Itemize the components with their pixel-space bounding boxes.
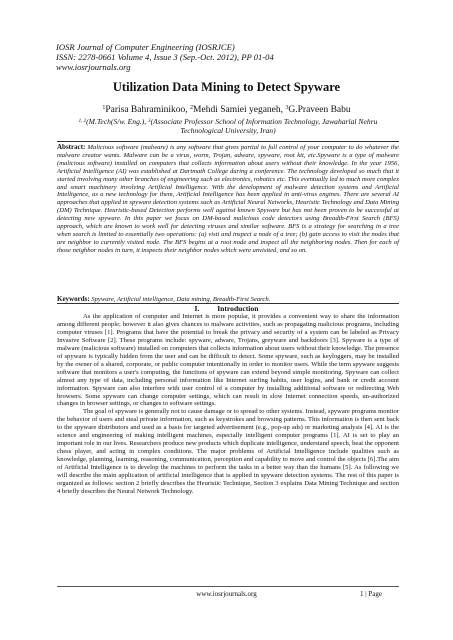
section-title: Introduction — [217, 304, 259, 313]
footer-url[interactable]: www.iosrjournals.org — [196, 590, 257, 598]
affiliation-sup-1: 1, 2 — [78, 119, 87, 124]
abstract-top-rule — [57, 141, 399, 142]
affiliation-text-1: (M.Tech(S/w. Eng.), — [86, 117, 149, 126]
journal-name: IOSR Journal of Computer Engineering (IOSRJCE) — [56, 42, 235, 52]
issn-line: ISSN: 2278-0661 Volume 4, Issue 3 (Sep.-Oct. 2012), PP 01-04 — [56, 52, 274, 62]
abstract-label: Abstract: — [57, 143, 86, 151]
section-heading — [0, 304, 453, 313]
author-3-sup: 3 — [285, 105, 289, 111]
author-2-sup: 2 — [190, 105, 194, 111]
section-body — [57, 313, 399, 496]
keywords-text: Spyware, Artificial intelligence, Data mining, Breadth-First Search. — [91, 296, 271, 303]
affiliation-text-2: (Associate Professor School of Information Technology, Jawaharlal Nehru Technological University, Iran) — [150, 117, 378, 135]
footer-page-number: 1 | Page — [360, 590, 383, 598]
paragraph-1: As the application of computer and Internet is more popular, it provides a convenient way to share the information among different people; however it also gives chances to malware activities, such as propagating malicious programs, including computer viruses [1]. Programs that have the potential to break the privacy and security of a system can be labeled as Privacy Invasive Software [2]. These programs include: spyware, adware, Trojans, greyware and backdoors [3]. Spyware is a type of malware (malicious software) installed on computers that collects information about users without their knowledge. The presence of spyware is typically hidden from the user and can be difficult to detect. Some spyware, such as keyloggers, may be installed by the owner of a shared, corporate, or public computer intentionally in order to monitor users. While the term spyware suggests software that monitors a user's computing, the functions of spyware can extend beyond simple monitoring. Spyware can collect almost any type of data, including personal information like Internet surfing habits, user logins, and bank or credit account information. Spyware can also interfere with user control of a computer by installing additional software or redirecting Web browsers. Some spyware can change computer settings, which can result in slow Internet connection speeds, un-authorized changes in browser settings, or changes to software settings. — [57, 313, 399, 408]
paper-title: Utilization Data Mining to Detect Spyware — [112, 80, 341, 94]
section-number: I. — [194, 304, 200, 313]
journal-header — [56, 42, 274, 72]
author-2-name: Mehdi Samiei yeganeh, — [193, 105, 286, 115]
author-1-name: Parisa Bahraminikoo, — [105, 105, 191, 115]
keywords-label: Keywords: — [57, 295, 90, 303]
affiliation — [78, 117, 378, 135]
abstract — [57, 144, 399, 255]
journal-website[interactable]: www.iosrjournals.org — [56, 62, 131, 72]
author-list — [0, 102, 453, 116]
footer-rule — [57, 586, 399, 587]
abstract-text: Malicious software (malware) is any software that gives partial to full control of your computer to do whatever the malware creator wants. Malware can be a virus, worm, Trojan, adware, spyware, root kit, etc.Spyware is a type of malware (malicious software) installed on computers that collects information about users without their knowledge. In the year 1956, Artificial Intelligence (AI) was established at Dartmath College during a conference. The technology developed so much that it started involving many other branches of engineering such as electronics, robotics etc. This eventually led to much more complex and smart machinery involving Artificial Intelligence. With the development of malware detection systems and Artificial Intelligence, as a new technology for them, Artificial Intelligence has been applied in anti-virus engines. There are several AI approaches that applied in spyware detection systems such as Artificial Neural Networks, Heuristic Technology and Data Mining (DM) Technique. Heuristic-based Detection performs well against known Spyware but has not been proven to be successful at detecting new spyware. In this paper we focus on DM-based malicious code detectors using Breadth-First Search (BFS) approach, which are known to work well for detecting viruses and similar software. BFS is a strategy for searching in a tree when search is limited to essentially two operations: (a) visit and inspect a node of a tree; (b) gain access to visit the nodes that are neighbor to currently visited node. The BFS begins at a root node and inspect all the neighboring nodes. Then for each of those neighbor nodes in turn, it inspects their neighbor nodes which were unvisited, and so on. — [57, 144, 399, 254]
affiliation-sup-2: 3 — [148, 119, 151, 124]
author-3-name: G.Praveen Babu — [288, 105, 351, 115]
paragraph-2: The goal of spyware is generally not to cause damage or to spread to other systems. Instead, spyware programs monitor the behavior of users and steal private information, such as keystrokes and browsing patterns. This information is then sent back to the spyware distributors and used as a basis for targeted advertisement (e.g., pop-up ads) or marketing analysis [4]. AI is the science and engineering of making intelligent machines, especially intelligent computer programs [1]. AI is set to play an important role in our lives. Researchers produce new products which duplicate intelligence, understand speech, beat the opponent chess player, and acting in complex conditions. The major problems of Artificial Intelligence include qualities such as knowledge, planning, learning, reasoning, communication, perception and capability to move and control the objects [6].The aim of Artificial Intelligence is to develop the machines to perform the tasks in a better way than the humans [5]. As following we will describe the main application of artificial intelligence that is applied in spyware detection systems. The rest of this paper is organized as follows: section 2 briefly describes the Heuristic Technique, Section 3 explains Data Mining Technique and section 4 briefly describes the Neural Network Technology. — [57, 408, 399, 495]
author-1-sup: 1 — [102, 105, 106, 111]
